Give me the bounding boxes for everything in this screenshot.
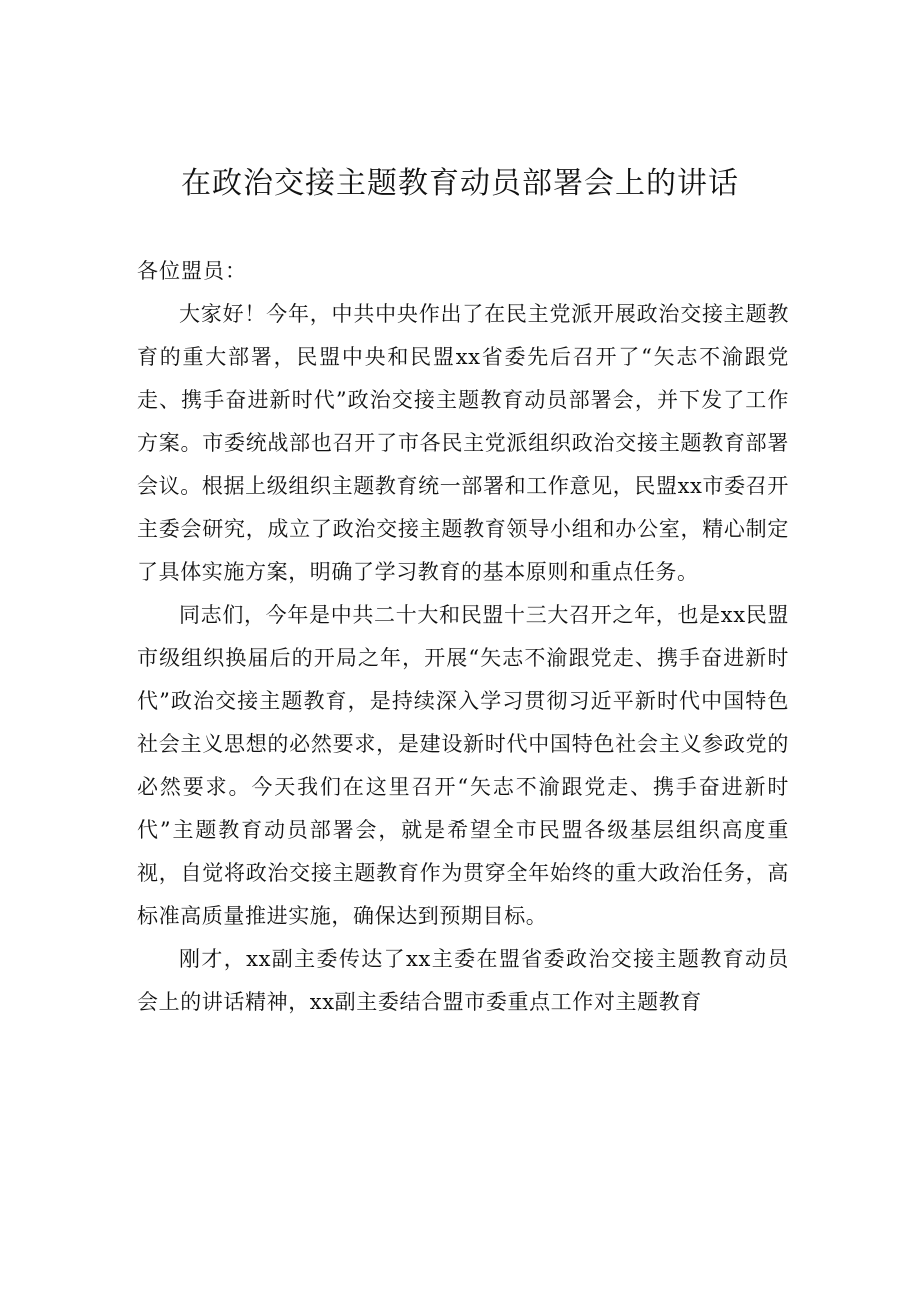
document-title: 在政治交接主题教育动员部署会上的讲话 — [181, 166, 739, 201]
paragraph-1: 大家好！今年，中共中央作出了在民主党派开展政治交接主题教育的重大部署，民盟中央和民盟xx省委先后召开了“矢志不渝跟党走、携手奋进新时代”政治交接主题教育动员部署会，并下发了工作方案。市委统战部也召开了市各民主党派组织政治交接主题教育部署会议。根据上级组织主题教育统一部署和工作意见，民盟xx市委召开主委会研究，成立了政治交接主题教育领导小组和办公室，精心制定了具体实施方案，明确了学习教育的基本原则和重点任务。 — [137, 302, 789, 584]
document-body — [137, 250, 789, 1024]
paragraph-3: 刚才，xx副主委传达了xx主委在盟省委政治交接主题教育动员会上的讲话精神，xx副主委结合盟市委重点工作对主题教育 — [137, 947, 789, 1014]
paragraph-2: 同志们，今年是中共二十大和民盟十三大召开之年，也是xx民盟市级组织换届后的开局之年，开展“矢志不渝跟党走、携手奋进新时代”政治交接主题教育，是持续深入学习贯彻习近平新时代中国特色社会主义思想的必然要求，是建设新时代中国特色社会主义参政党的必然要求。今天我们在这里召开“矢志不渝跟党走、携手奋进新时代”主题教育动员部署会，就是希望全市民盟各级基层组织高度重视，自觉将政治交接主题教育作为贯穿全年始终的重大政治任务，高标准高质量推进实施，确保达到预期目标。 — [137, 603, 789, 928]
salutation: 各位盟员： — [137, 259, 247, 283]
